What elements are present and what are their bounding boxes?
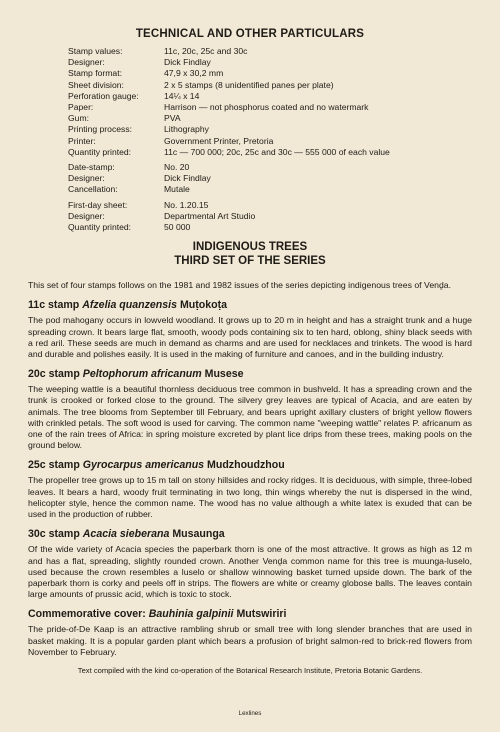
stamp-value-label: 20c stamp [28, 368, 80, 381]
particular-label: Stamp values: [68, 46, 123, 56]
particulars-group-datestamp [68, 162, 472, 196]
stamp-value-label: Commemorative cover: [28, 608, 146, 621]
stamp-heading [28, 459, 472, 471]
particular-label: Designer: [68, 210, 105, 221]
particular-label: Paper: [68, 102, 94, 113]
scientific-name: Peltophorum africanum [82, 368, 202, 381]
particular-label: Date-stamp: [68, 162, 115, 173]
credit-line: Text compiled with the kind co-operation of the Botanical Research Institute, Pretoria Botanic Gardens. [77, 665, 423, 675]
stamp-descriptions [28, 299, 472, 657]
particular-value: 50 000 [164, 222, 191, 233]
particular-label: First-day sheet: [68, 199, 128, 210]
section-title-line2: THIRD SET OF THE SERIES [174, 254, 326, 267]
particular-label: Designer: [68, 57, 105, 68]
particular-row [68, 80, 472, 91]
particular-value: Dick Findlay [164, 57, 211, 68]
particular-row [68, 200, 472, 211]
local-name: Musese [204, 368, 244, 381]
section-title [28, 241, 472, 268]
particular-value: 11c, 20c, 25c and 30c [164, 46, 248, 56]
particular-label: Sheet division: [68, 79, 124, 90]
particulars-group-firstday [68, 200, 472, 234]
particular-value: 2 x 5 stamps (8 unidentified panes per plate) [164, 79, 334, 90]
particular-row [68, 102, 472, 113]
intro-paragraph: This set of four stamps follows on the 1981 and 1982 issues of the series depicting indigenous trees of Venḓa. [28, 280, 452, 291]
particular-label: Perforation gauge: [68, 90, 139, 101]
stamp-description: The pride-of-De Kaap is an attractive rambling shrub or small tree with long slender branches that are used in basket making. It is a popular garden plant which bears a profusion of bright salmon-red to brick-red flowers from November to February. [28, 624, 472, 657]
particular-value: 11c — 700 000; 20c, 25c and 30c — 555 000 of each value [164, 146, 390, 157]
particular-row [68, 162, 472, 173]
scientific-name: Bauhinia galpinii [148, 608, 234, 621]
local-name: Mudzhoudzhou [207, 459, 285, 472]
printer-mark: Lexlines [238, 710, 262, 717]
scientific-name: Afzelia quanzensis [82, 299, 177, 312]
particular-value: Departmental Art Studio [164, 210, 256, 221]
particular-label: Cancellation: [68, 184, 118, 195]
particular-label: Stamp format: [68, 68, 122, 79]
particulars-group-main [68, 46, 472, 158]
stamp-description: Of the wide variety of Acacia species the paperbark thorn is one of the most attractive. It grows as high as 12 m and has a flat, spreading, slightly rounded crown. Another Venḓa common name for this tree is muunga-luselo, used because the crown resembles a luselo or shallow winnowing basket turned upside down. The bark of the paperbark thorn is corky and peels off in strips. The flowers are white or creamy globose balls. The leaves contain large amounts of prussic acid, which is toxic to stock. [28, 544, 472, 600]
scientific-name: Gyrocarpus americanus [82, 459, 205, 472]
stamp-heading [28, 528, 472, 540]
particular-value: No. 20 [164, 162, 190, 173]
particular-row [68, 136, 472, 147]
particular-row [68, 68, 472, 79]
particular-row [68, 211, 472, 222]
particular-value: 14¼ x 14 [164, 90, 200, 101]
particular-row [68, 91, 472, 102]
section-title-line1: INDIGENOUS TREES [192, 241, 308, 254]
particular-row [68, 113, 472, 124]
particular-label: Quantity printed: [68, 222, 132, 233]
local-name: Muṭokoṭa [179, 299, 228, 312]
stamp-heading [28, 368, 472, 380]
particular-row [68, 147, 472, 158]
particular-row [68, 184, 472, 195]
particular-label: Printer: [68, 135, 96, 146]
particular-value: Government Printer, Pretoria [164, 135, 274, 146]
stamp-value-label: 30c stamp [28, 528, 80, 541]
particular-label: Printing process: [68, 124, 133, 135]
particular-row [68, 57, 472, 68]
local-name: Musaunga [172, 528, 225, 541]
particulars-list [68, 46, 472, 233]
particular-value: PVA [164, 113, 181, 124]
page-title: TECHNICAL AND OTHER PARTICULARS [135, 28, 365, 40]
stamp-value-label: 25c stamp [28, 459, 80, 472]
local-name: Mutswiriri [236, 608, 287, 621]
particular-value: Lithography [164, 124, 209, 135]
particular-value: Harrison — not phosphorus coated and no watermark [164, 102, 369, 113]
particular-label: Quantity printed: [68, 146, 132, 157]
particular-row [68, 173, 472, 184]
scientific-name: Acacia sieberana [82, 528, 170, 541]
stamp-heading [28, 608, 472, 620]
particular-label: Designer: [68, 173, 105, 184]
particular-row [68, 222, 472, 233]
stamp-description: The weeping wattle is a beautiful thornless deciduous tree common in bushveld. It has a spreading crown and the trunk is crooked or forked close to the ground. The silvery grey leaves are typical of Acacia, and are eaten by animals. The tree blooms from September till February, and bears upright axillary clusters of bright yellow flowers with crinkled petals. The soft wood is used for carving. The common name "weeping wattle" relates P. africanum as one of the rain trees of Africa: in spring moisture excreted by plant lice drips from these trees, making pools on the ground below. [28, 384, 472, 451]
stamp-value-label: 11c stamp [28, 299, 80, 312]
stamp-description: The pod mahogany occurs in lowveld woodland. It grows up to 20 m in height and has a straight trunk and a huge spreading crown. It bears large flat, smooth, woody pods containing six to ten hard, oblong, shiny black seeds with a red aril. These seeds are much in demand as charms and are used for necklaces and trinkets. The wood is hard and durable and polishes easily. It is used in the making of furniture and canoes, and in the building industry. [28, 315, 472, 360]
particular-value: Mutale [164, 184, 190, 195]
particular-row [68, 124, 472, 135]
particular-value: Dick Findlay [164, 173, 211, 184]
particular-value: No. 1.20.15 [164, 199, 209, 210]
particular-row [68, 46, 472, 57]
stamp-description: The propeller tree grows up to 15 m tall on stony hillsides and rocky ridges. It is deciduous, with simple, three-lobed leaves. It bears a hard, woody fruit terminating in two long, thin wings whereby the nut is dispersed in the wind, helicopter style, hence the common name. The wood has no value although a white latex is exuded that can be used in the production of rubber. [28, 475, 472, 520]
stamp-heading [28, 299, 472, 311]
particular-label: Gum: [68, 113, 90, 124]
particular-value: 47,9 x 30,2 mm [164, 68, 224, 79]
